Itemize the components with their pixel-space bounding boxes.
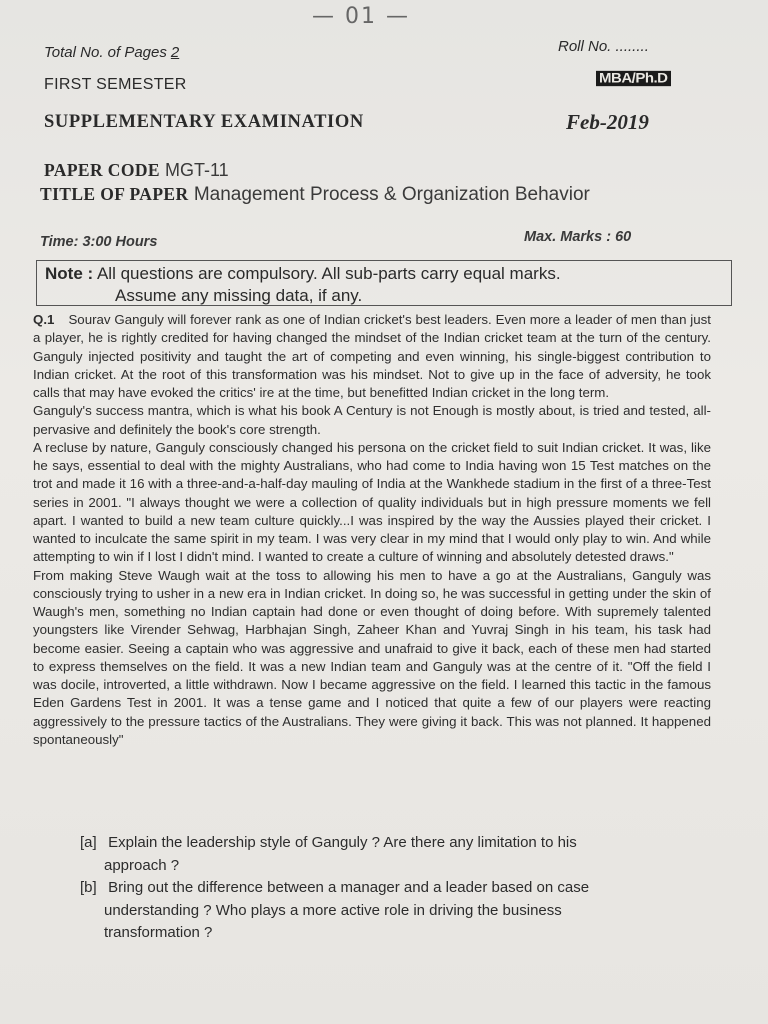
sub-question-a	[80, 832, 680, 877]
paper-code-label: PAPER CODE	[44, 160, 160, 180]
paper-code-value: MGT-11	[164, 160, 229, 180]
sub-question-text: understanding ? Who plays a more active role in driving the business	[104, 901, 562, 919]
case-paragraph: A recluse by nature, Ganguly consciously changed his persona on the cricket field to suit Indian cricket. It was, like he says, essential to deal with the mighty Australians, who had come to India having won 15 Test matches on the trot and made it 16 with a three-and-a-half-day mauling of India at the Wankhede stadium in the first of a three-Test series in 2001. "I always thought we were a collection of quality individuals but in high pressure moments we fell apart. I wanted to build a new team culture quickly...I was inspired by the way the Aussies played their cricket. I wanted to inculcate the same spirit in my team. I was very clear in my mind that I would only play to win. And while attempting to win if I lost I didn't mind. I wanted to create a culture of winning and absolutely detested draws."	[33, 439, 711, 565]
sub-question-label: [a]	[80, 834, 97, 851]
sub-question-b	[80, 877, 680, 945]
paper-title	[40, 184, 590, 206]
total-pages	[44, 44, 193, 61]
max-marks: Max. Marks : 60	[524, 229, 632, 245]
semester: FIRST SEMESTER	[44, 76, 187, 93]
total-pages-value: 2	[170, 44, 180, 61]
case-paragraph: Ganguly's success mantra, which is what his book A Century is not Enough is mostly about, is tried and tested, all-pervasive and definitely the book's core strength.	[33, 403, 711, 437]
total-pages-label: Total No. of Pages	[44, 44, 167, 61]
note-text-2: Assume any missing data, if any.	[115, 286, 363, 305]
case-paragraph: From making Steve Waugh wait at the toss to allowing his men to have a go at the Australians, Ganguly was consciously trying to usher in a new era in Indian cricket. In doing so, he was successful in getting under the skin of Waugh's men, something no Indian captain had done or even thought of doing before. With supremely talented youngsters like Virender Sehwag, Harbhajan Singh, Zaheer Khan and Yuvraj Singh in his team, his task had become easier. Seeing a captain who was aggressive and unafraid to give it back, each of these men had started to express themselves on the field. It was a new Indian team and Ganguly was at the centre of it. "Off the field I was docile, introverted, a little withdrawn. Now I became aggressive on the field. I learned this tactic in the famous Eden Gardens Test in 2001. It was a tense game and I noticed that quite a few of our players were reacting aggressively to the pressure tactics of the Australians. They were giving it back. This was not planned. It happened spontaneously"	[33, 567, 711, 747]
note-line-1	[45, 263, 723, 285]
sub-question-text: Bring out the difference between a manager and a leader based on case	[108, 879, 590, 896]
paragraph-text: Sourav Ganguly will forever rank as one of Indian cricket's best leaders. Even more a leader of men than just a player, he is rightly credited for having changed the mindset of the Indian cricket team at the turn of the century. Ganguly injected positivity and taught the art of competing and even winning, his single-biggest contribution to Indian cricket. At the root of this transformation was his mindset. Not to give up in the face of adversity, he took calls that may have evoked the critics' ire at the time, but benefitted Indian cricket in the long term.	[33, 312, 711, 400]
note-box	[36, 260, 732, 306]
exam-time: Time: 3:00 Hours	[40, 234, 158, 250]
paper-title-value: Management Process & Organization Behavior	[193, 184, 590, 205]
exam-date: Feb-2019	[566, 110, 649, 134]
sub-question-label: [b]	[80, 879, 97, 896]
roll-number: Roll No. ........	[558, 38, 649, 55]
paper-title-label: TITLE OF PAPER	[40, 184, 189, 204]
program-stamp: MBA/Ph.D	[596, 71, 671, 86]
case-study-text	[33, 311, 711, 749]
sub-question-text: approach ?	[104, 856, 180, 874]
exam-title: SUPPLEMENTARY EXAMINATION	[44, 112, 364, 132]
sub-question-text: Explain the leadership style of Ganguly ? Are there any limitation to his	[108, 834, 577, 851]
question-number: Q.1	[33, 312, 55, 327]
note-text-1: All questions are compulsory. All sub-parts carry equal marks.	[96, 264, 561, 283]
note-label: Note :	[45, 264, 94, 283]
paper-code	[44, 160, 229, 181]
case-paragraph	[33, 311, 711, 402]
handwritten-page-mark: — 01 —	[312, 4, 410, 29]
sub-question-text: transformation ?	[104, 924, 213, 941]
